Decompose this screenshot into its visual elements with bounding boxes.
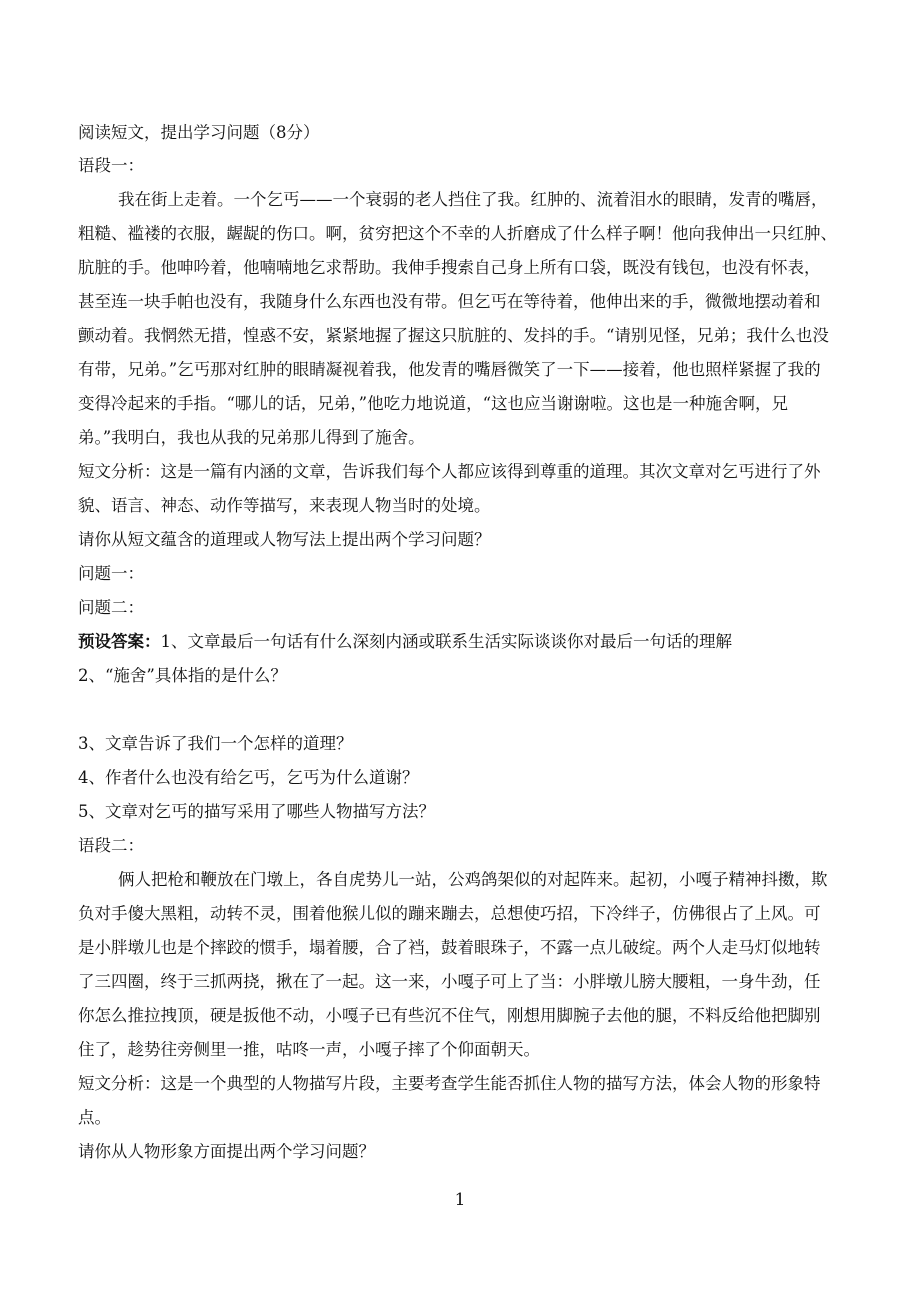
- question-two-label: 问题二：: [78, 598, 144, 617]
- passage-line: 负对手傻大黑粗，动转不灵，围着他猴儿似的蹦来蹦去，总想使巧招，下冷绊子，仿佛很占了上风。可: [78, 904, 821, 923]
- answer-line: 4、作者什么也没有给乞丐，乞丐为什么道谢？: [78, 768, 419, 787]
- passage-line: 肮脏的手。他呻吟着，他喃喃地乞求帮助。我伸手搜索自己身上所有口袋，既没有钱包，也没有怀表，: [78, 258, 821, 277]
- section2-label: 语段二：: [78, 836, 144, 855]
- page-number: 1: [454, 1190, 466, 1210]
- answer-label: 预设答案：: [78, 632, 161, 651]
- passage-line: 俩人把枪和鞭放在门墩上，各自虎势儿一站，公鸡鸽架似的对起阵来。起初，小嘎子精神抖擞，欺: [118, 870, 828, 889]
- passage-line: 我在街上走着。一个乞丐——一个衰弱的老人挡住了我。红肿的、流着泪水的眼睛，发青的嘴唇，: [118, 190, 828, 209]
- passage-line: 有带，兄弟。”乞丐那对红肿的眼睛凝视着我，他发青的嘴唇微笑了一下——接着，他也照样紧握了我的: [78, 360, 821, 379]
- answer-line: 2、“施舍”具体指的是什么？: [78, 666, 287, 685]
- passage-line: 弟。”我明白，我也从我的兄弟那儿得到了施舍。: [78, 428, 425, 447]
- answer-line: 3、文章告诉了我们一个怎样的道理？: [78, 734, 353, 753]
- question-one-label: 问题一：: [78, 564, 144, 583]
- passage-line: 是小胖墩儿也是个摔跤的惯手，塌着腰，合了裆，鼓着眼珠子，不露一点儿破绽。两个人走马灯似地转: [78, 938, 821, 957]
- answer-line: 5、文章对乞丐的描写采用了哪些人物描写方法？: [78, 802, 435, 821]
- passage-line: 住了，趁势往旁侧里一推，咕咚一声，小嘎子摔了个仰面朝天。: [78, 1040, 540, 1059]
- passage-line: 粗糙、褴褛的衣服，龌龊的伤口。啊，贫穷把这个不幸的人折磨成了什么样子啊！他向我伸出一只红肿、: [78, 224, 837, 243]
- section2-prompt: 请你从人物形象方面提出两个学习问题？: [78, 1142, 375, 1161]
- section1-prompt: 请你从短文蕴含的道理或人物写法上提出两个学习问题？: [78, 530, 491, 549]
- heading: 阅读短文，提出学习问题（8分）: [78, 123, 320, 142]
- passage-line: 你怎么推拉拽顶，硬是扳他不动，小嘎子已有些沉不住气，刚想用脚腕子去他的腿，不料反给他把脚别: [78, 1006, 821, 1025]
- section2-analysis-line: 短文分析：这是一个典型的人物描写片段，主要考查学生能否抓住人物的描写方法，体会人物的形象特: [78, 1074, 821, 1093]
- section1-analysis-line: 短文分析：这是一篇有内涵的文章，告诉我们每个人都应该得到尊重的道理。其次文章对乞丐进行了外: [78, 462, 821, 481]
- section2-analysis-line: 点。: [78, 1108, 111, 1127]
- answer-text: 1、文章最后一句话有什么深刻内涵或联系生活实际谈谈你对最后一句话的理解: [160, 632, 732, 651]
- section1-analysis-line: 貌、语言、神态、动作等描写，来表现人物当时的处境。: [78, 496, 491, 515]
- passage-line: 甚至连一块手帕也没有，我随身什么东西也没有带。但乞丐在等待着，他伸出来的手，微微地摆动着和: [78, 292, 821, 311]
- passage-line: 变得冷起来的手指。“哪儿的话，兄弟，”他吃力地说道，“这也应当谢谢啦。这也是一种施舍啊，兄: [78, 394, 789, 413]
- passage-line: 颤动着。我惘然无措，惶惑不安，紧紧地握了握这只肮脏的、发抖的手。“请别见怪，兄弟；我什么也没: [78, 326, 829, 345]
- section1-label: 语段一：: [78, 156, 144, 175]
- passage-line: 了三四圈，终于三抓两挠，揪在了一起。这一来，小嘎子可上了当：小胖墩儿膀大腰粗，一身牛劲，任: [78, 972, 821, 991]
- answer-line-1: [78, 625, 853, 659]
